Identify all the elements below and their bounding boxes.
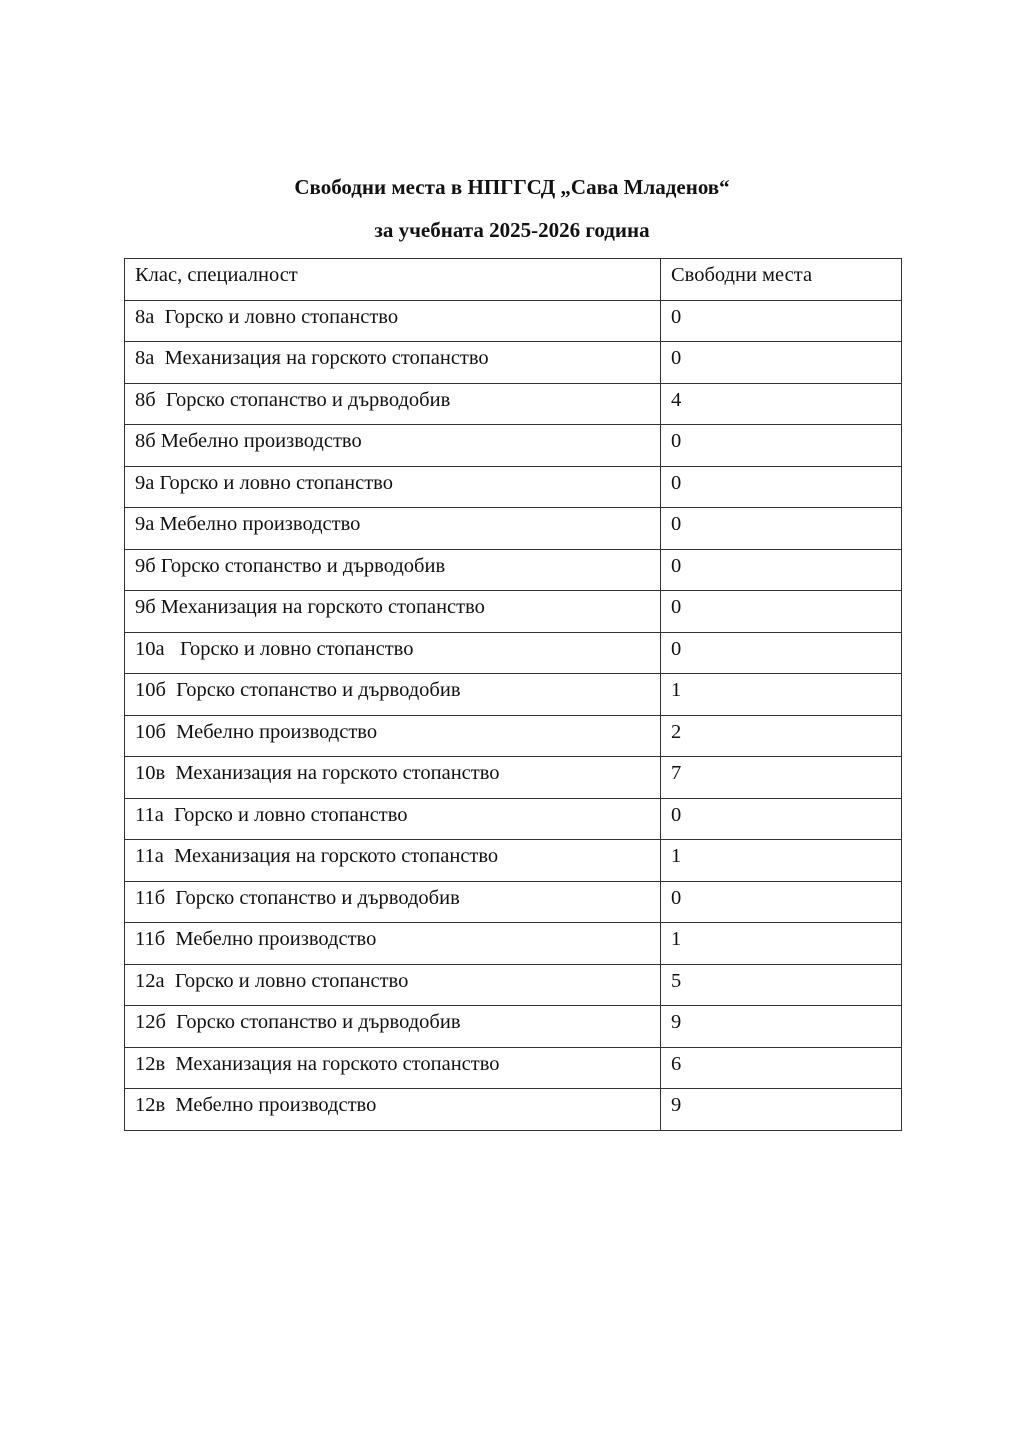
free-seats-cell: 0 — [661, 591, 902, 633]
table-row — [125, 674, 902, 716]
free-seats-cell: 0 — [661, 300, 902, 342]
free-seats-cell: 6 — [661, 1047, 902, 1089]
class-specialty-cell: 12в Механизация на горското стопанство — [125, 1047, 661, 1089]
class-specialty-cell: 9б Горско стопанство и дърводобив — [125, 549, 661, 591]
table-row — [125, 466, 902, 508]
table-row — [125, 1047, 902, 1089]
document-subtitle: за учебната 2025-2026 година — [374, 218, 650, 242]
table-row — [125, 964, 902, 1006]
free-seats-cell: 2 — [661, 715, 902, 757]
table-row — [125, 757, 902, 799]
free-seats-cell: 9 — [661, 1006, 902, 1048]
table-row — [125, 840, 902, 882]
table-row — [125, 300, 902, 342]
table-row — [125, 1006, 902, 1048]
class-specialty-cell: 9а Мебелно производство — [125, 508, 661, 550]
free-seats-cell: 1 — [661, 674, 902, 716]
class-specialty-cell: 11б Горско стопанство и дърводобив — [125, 881, 661, 923]
table-row — [125, 715, 902, 757]
class-specialty-cell: 8а Горско и ловно стопанство — [125, 300, 661, 342]
class-specialty-cell: 11а Механизация на горското стопанство — [125, 840, 661, 882]
free-seats-cell: 4 — [661, 383, 902, 425]
table-row — [125, 591, 902, 633]
table-row — [125, 923, 902, 965]
table-row — [125, 383, 902, 425]
class-specialty-cell: 10а Горско и ловно стопанство — [125, 632, 661, 674]
free-seats-cell: 0 — [661, 466, 902, 508]
class-specialty-cell: 8а Механизация на горското стопанство — [125, 342, 661, 384]
free-seats-cell: 7 — [661, 757, 902, 799]
table-row — [125, 881, 902, 923]
free-seats-cell: 0 — [661, 632, 902, 674]
class-specialty-cell: 9а Горско и ловно стопанство — [125, 466, 661, 508]
class-specialty-cell: 10в Механизация на горското стопанство — [125, 757, 661, 799]
table-row — [125, 798, 902, 840]
header-free-seats: Свободни места — [661, 259, 902, 301]
table-row — [125, 632, 902, 674]
free-seats-cell: 0 — [661, 549, 902, 591]
table-row — [125, 549, 902, 591]
free-seats-cell: 9 — [661, 1089, 902, 1131]
table-row — [125, 1089, 902, 1131]
table-row — [125, 508, 902, 550]
free-seats-cell: 0 — [661, 342, 902, 384]
free-seats-cell: 0 — [661, 881, 902, 923]
free-seats-cell: 1 — [661, 840, 902, 882]
table-header-row — [125, 259, 902, 301]
class-specialty-cell: 8б Мебелно производство — [125, 425, 661, 467]
free-seats-cell: 5 — [661, 964, 902, 1006]
class-specialty-cell: 10б Горско стопанство и дърводобив — [125, 674, 661, 716]
class-specialty-cell: 10б Мебелно производство — [125, 715, 661, 757]
class-specialty-cell: 12в Мебелно производство — [125, 1089, 661, 1131]
free-seats-cell: 0 — [661, 508, 902, 550]
class-specialty-cell: 11а Горско и ловно стопанство — [125, 798, 661, 840]
class-specialty-cell: 8б Горско стопанство и дърводобив — [125, 383, 661, 425]
class-specialty-cell: 9б Механизация на горското стопанство — [125, 591, 661, 633]
class-specialty-cell: 12а Горско и ловно стопанство — [125, 964, 661, 1006]
free-seats-cell: 0 — [661, 425, 902, 467]
table-row — [125, 342, 902, 384]
free-seats-table — [124, 258, 902, 1131]
class-specialty-cell: 11б Мебелно производство — [125, 923, 661, 965]
document-title: Свободни места в НПГГСД „Сава Младенов“ — [294, 175, 730, 199]
free-seats-cell: 0 — [661, 798, 902, 840]
header-class-specialty: Клас, специалност — [125, 259, 661, 301]
class-specialty-cell: 12б Горско стопанство и дърводобив — [125, 1006, 661, 1048]
free-seats-cell: 1 — [661, 923, 902, 965]
table-row — [125, 425, 902, 467]
